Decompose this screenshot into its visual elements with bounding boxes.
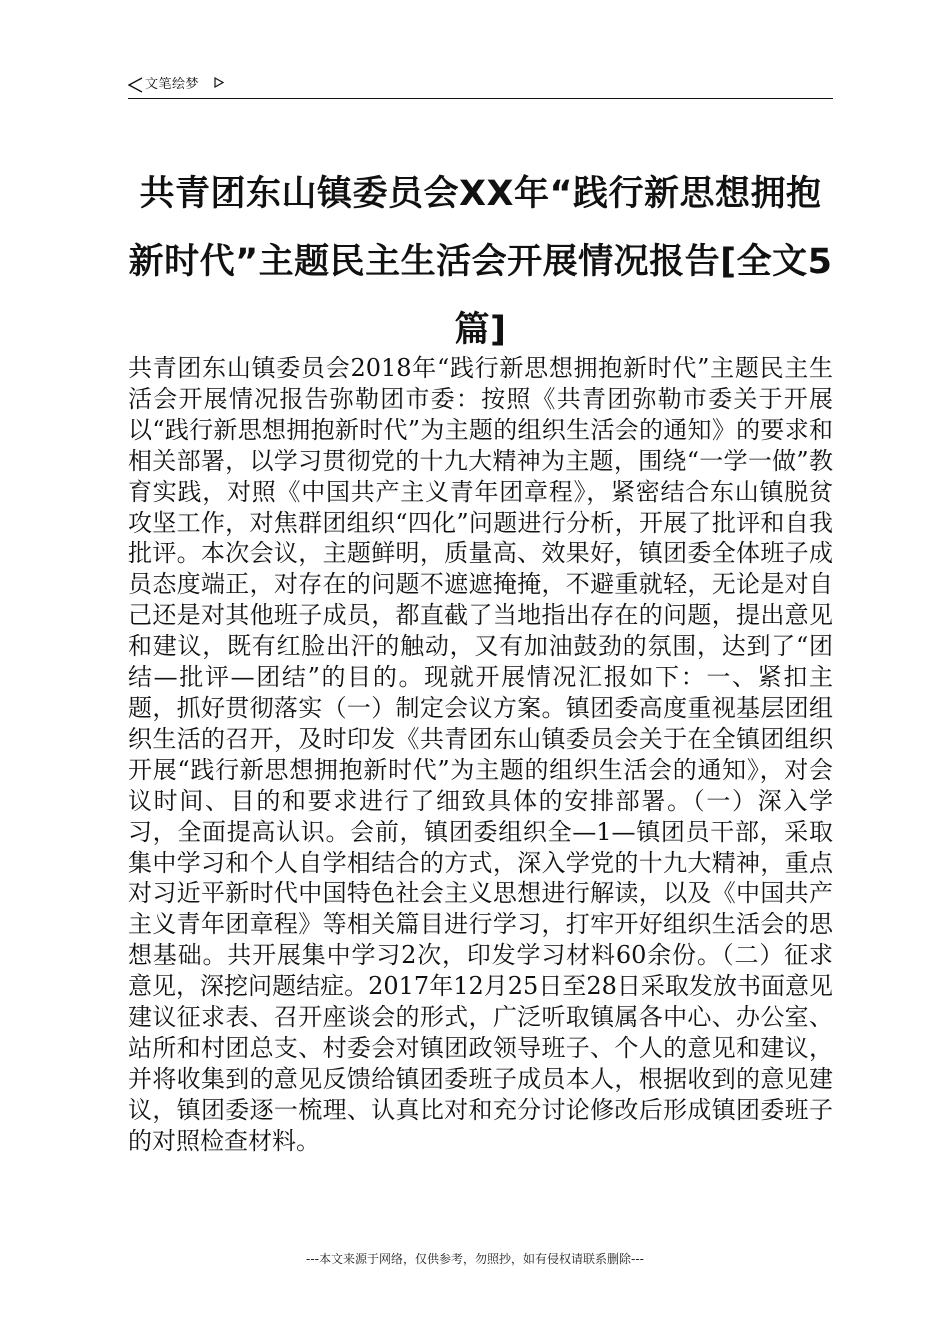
document-title: 共青团东山镇委员会XX年“践行新思想拥抱新时代”主题民主生活会开展情况报告[全文5篇] xyxy=(128,174,833,350)
document-body: 共青团东山镇委员会2018年“践行新思想拥抱新时代”主题民主生活会开展情况报告弥勒团市委：按照《共青团弥勒市委关于开展以“践行新思想拥抱新时代”为主题的组织生活会的通知》的要求和相关部署，以学习贯彻党的十九大精神为主题，围绕“一学一做”教育实践，对照《中国共产主义青年团章程》，紧密结合东山镇脱贫攻坚工作，对焦群团组织“四化”问题进行分析，开展了批评和自我批评。本次会议，主题鲜明，质量高、效果好，镇团委全体班子成员态度端正，对存在的问题不遮遮掩掩，不避重就轻，无论是对自己还是对其他班子成员，都直截了当地指出存在的问题，提出意见和建议，既有红脸出汗的触动，又有加油鼓劲的氛围，达到了“团结—批评—团结”的目的。现就开展情况汇报如下：一、紧扣主题，抓好贯彻落实（一）制定会议方案。镇团委高度重视基层团组织生活的召开，及时印发《共青团东山镇委员会关于在全镇团组织开展“践行新思想拥抱新时代”为主题的组织生活会的通知》，对会议时间、目的和要求进行了细致具体的安排部署。（一）深入学习，全面提高认识。会前，镇团委组织全—1—镇团员干部，采取集中学习和个人自学相结合的方式，深入学党的十九大精神，重点对习近平新时代中国特色社会主义思想进行解读，以及《中国共产主义青年团章程》等相关篇目进行学习，打牢开好组织生活会的思想基础。共开展集中学习2次，印发学习材料60余份。（二）征求意见，深挖问题结症。2017年12月25日至28日采取发放书面意见建议征求表、召开座谈会的形式，广泛听取镇属各中心、办公室、站所和村团总支、村委会对镇团政领导班子、个人的意见和建议，并将收集到的意见反馈给镇团委班子成员本人，根据收到的意见建议，镇团委逐一梳理、认真比对和充分讨论修改后形成镇团委班子的对照检查材料。 xyxy=(128,354,833,1155)
footer-disclaimer: ---本文来源于网络，仅供参考，勿照抄，如有侵权请联系删除--- xyxy=(306,1252,644,1266)
page-header xyxy=(128,74,833,99)
left-triangle-icon xyxy=(128,77,143,93)
header-brand: 文笔绘梦 xyxy=(145,77,200,92)
right-triangle-icon xyxy=(214,77,224,88)
